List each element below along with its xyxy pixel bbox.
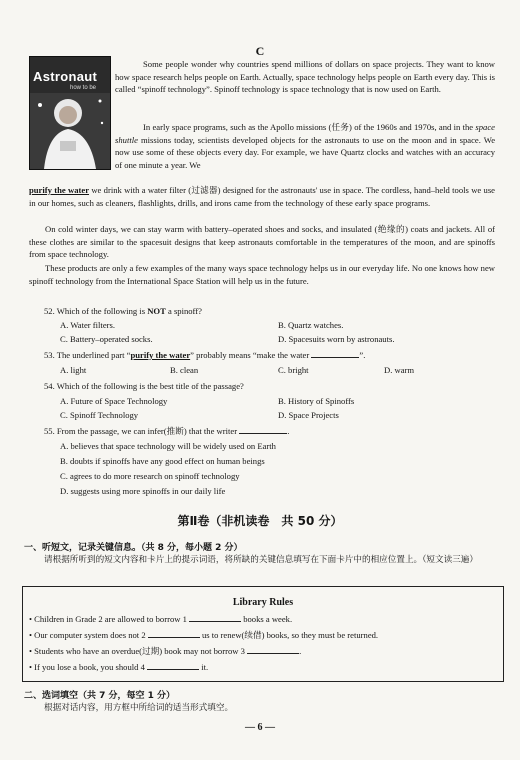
q55-option-a[interactable]: A. believes that space technology will be widely used on Earth [60, 441, 276, 451]
rule-1: • Children in Grade 2 are allowed to borrow 1 books a week. [29, 614, 293, 624]
q54-option-d[interactable]: D. Space Projects [278, 410, 339, 420]
library-rules-title: Library Rules [232, 597, 294, 608]
q55-option-b[interactable]: B. doubts if spinoffs have any good effect on human beings [60, 456, 265, 466]
section-1-heading: 一、听短文，记录关键信息。（共 8 分，每小题 2 分） [24, 543, 243, 553]
passage-paragraph-3: On cold winter days, we can stay warm with battery–operated shoes and socks, and insulated (绝缘的) coats and jackets. All of these clothes are similar to the spacesuit designs that keep astronauts comfortable in the temperatures of the moon, and are spinoffs from space technology. [29, 224, 495, 260]
rule-2-blank[interactable] [148, 637, 200, 638]
question-54: 54. Which of the following is the best title of the passage? [44, 381, 244, 391]
q54-option-c[interactable]: C. Spinoff Technology [60, 410, 139, 420]
passage-paragraph-1: Some people wonder why countries spend millions of dollars on space projects. They want to know how space research helps people on Earth. Actually, space technology helps people on Earth every day. This is called “spinoff technology”. Spinoff technology is space technology that is now used on Earth. [115, 59, 495, 95]
space-shuttle-term: space shuttle [115, 122, 495, 145]
q52-option-b[interactable]: B. Quartz watches. [278, 320, 344, 330]
paragraph-2-part-2: missions today, scientists developed objects for the astronauts to use on the moon and in space. We now use some of these objects every day. For example, we have Quartz clocks and watches with an accuracy of one minute a year. We [115, 134, 496, 170]
section-2-instruction: 根据对话内容，用方框中所给词的适当形式填空。 [44, 703, 234, 713]
q52-option-c[interactable]: C. Battery–operated socks. [60, 334, 153, 344]
q54-option-b[interactable]: B. History of Spinoffs [278, 396, 355, 406]
q53-option-c[interactable]: C. bright [278, 365, 309, 375]
q53-option-d[interactable]: D. warm [384, 365, 415, 375]
section-2-heading: 二、选词填空（共 7 分，每空 1 分） [24, 691, 176, 701]
astronaut-figure-icon [30, 93, 110, 169]
section-1-instruction: 请根据所听到的短文内容和卡片上的提示词语，将所缺的关键信息填写在下面卡片中的相应位置上。（短文读三遍） [44, 555, 478, 565]
passage-paragraph-4: These products are only a few examples of the many ways space technology helps us in our everyday life. No one knows how new spinoff technology from the International Space Station will help us in the future. [29, 263, 495, 286]
section-letter: C [255, 44, 265, 58]
page-number: — 6 — [245, 722, 275, 733]
q55-option-c[interactable]: C. agrees to do more research on spinoff technology [60, 471, 240, 481]
rule-2: • Our computer system does not 2 us to renew(续借) books, so they must be returned. [29, 630, 379, 640]
q52-option-a[interactable]: A. Water filters. [60, 320, 115, 330]
library-rules-card [22, 586, 504, 682]
purify-the-water-phrase: purify the water [29, 185, 90, 195]
rule-1-blank[interactable] [189, 621, 241, 622]
astronaut-photo [29, 56, 111, 170]
rule-3-blank[interactable] [247, 653, 299, 654]
paragraph-2-part-3: we drink with a water filter (过滤器) designed for the astronauts' use in space. The cordless, hand–held tools we use in our homes, such as cleaners, flashlights, drills, and irons came from the technology of these early space programs. [29, 185, 495, 208]
q52-option-d[interactable]: D. Spacesuits worn by astronauts. [278, 334, 395, 344]
photo-subtitle: how to be [70, 85, 97, 91]
q54-option-a[interactable]: A. Future of Space Technology [60, 396, 168, 406]
q53-blank[interactable] [311, 357, 359, 358]
question-52: 52. Which of the following is NOT a spinoff? [44, 306, 202, 316]
q53-option-b[interactable]: B. clean [170, 365, 199, 375]
q53-option-a[interactable]: A. light [60, 365, 87, 375]
q55-blank[interactable] [239, 433, 287, 434]
question-55: 55. From the passage, we can infer(推断) that the writer . [44, 426, 290, 436]
paragraph-2-part-1: In early space programs, such as the Apollo missions (任务) of the 1960s and 1970s, and in the [143, 122, 474, 132]
rule-4: • If you lose a book, you should 4 it. [29, 662, 209, 672]
question-53: 53. The underlined part “purify the water” probably means “make the water ”. [44, 350, 366, 360]
rule-3: • Students who have an overdue(过期) book may not borrow 3 . [29, 646, 302, 656]
q55-option-d[interactable]: D. suggests using more spinoffs in our daily life [60, 486, 226, 496]
passage-paragraph-2 [115, 121, 495, 171]
rule-4-blank[interactable] [147, 669, 199, 670]
photo-title: Astronaut [33, 69, 98, 84]
part-2-title: 第Ⅱ卷（非机读卷 共 50 分） [177, 514, 343, 528]
passage-paragraph-2-continued [29, 184, 495, 209]
